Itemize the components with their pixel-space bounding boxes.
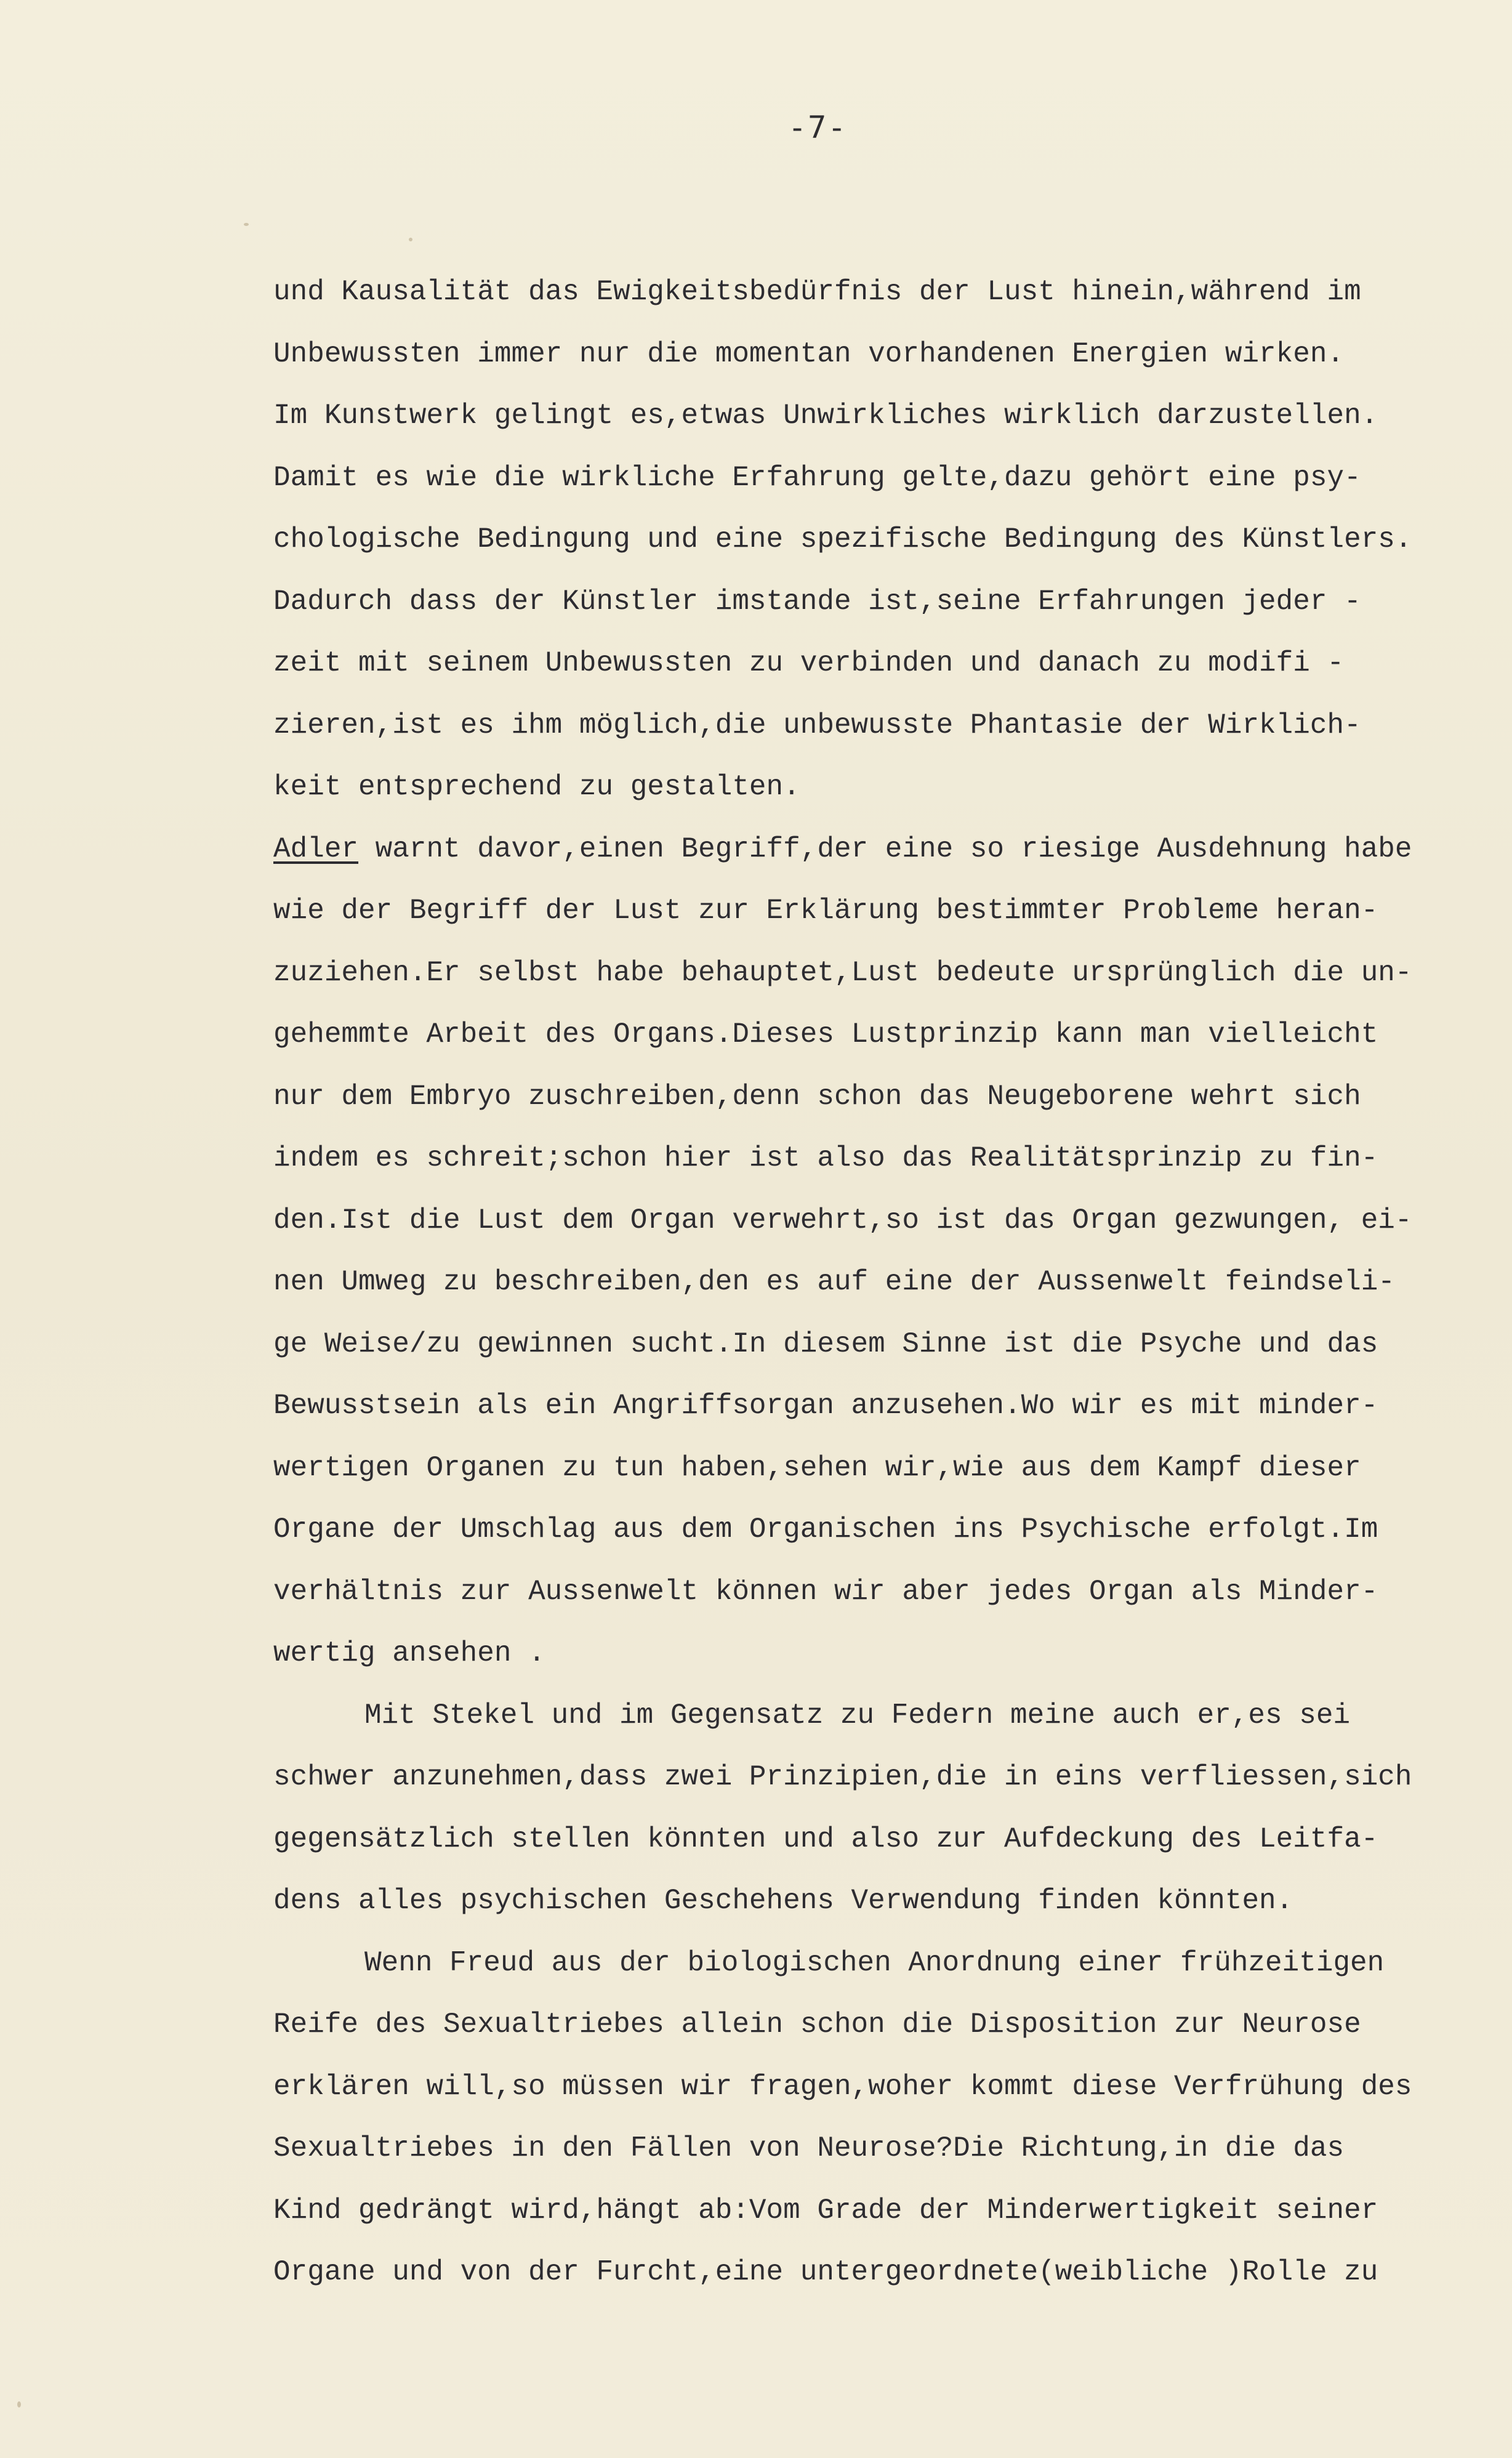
text-line-indented: Wenn Freud aus der biologischen Anordnung einer frühzeitigen bbox=[364, 1946, 1385, 1979]
text-line: verhältnis zur Aussenwelt können wir aber jedes Organ als Minder- bbox=[273, 1575, 1378, 1608]
page-number: -7- bbox=[788, 110, 848, 145]
text-line: zuziehen.Er selbst habe behauptet,Lust bedeute ursprünglich die un- bbox=[273, 956, 1412, 989]
paper-speck bbox=[409, 238, 412, 241]
typed-text-body bbox=[273, 261, 1498, 2303]
text-line: Dadurch dass der Künstler imstande ist,seine Erfahrungen jeder - bbox=[273, 585, 1361, 618]
text-line: wertigen Organen zu tun haben,sehen wir,wie aus dem Kampf dieser bbox=[273, 1451, 1361, 1484]
text-line: schwer anzunehmen,dass zwei Prinzipien,die in eins verfliessen,sich bbox=[273, 1761, 1412, 1793]
text-line: chologische Bedingung und eine spezifische Bedingung des Künstlers. bbox=[273, 523, 1412, 555]
text-line: Kind gedrängt wird,hängt ab:Vom Grade der Minderwertigkeit seiner bbox=[273, 2194, 1378, 2226]
text-line-rest: warnt davor,einen Begriff,der eine so riesige Ausdehnung habe bbox=[358, 832, 1412, 865]
text-line: und Kausalität das Ewigkeitsbedürfnis der Lust hinein,während im bbox=[273, 276, 1361, 308]
text-line: nen Umweg zu beschreiben,den es auf eine der Aussenwelt feindseli- bbox=[273, 1266, 1395, 1298]
paper-speck bbox=[17, 2401, 21, 2408]
text-line: gegensätzlich stellen könnten und also zur Aufdeckung des Leitfa- bbox=[273, 1823, 1378, 1855]
text-line-indented: Mit Stekel und im Gegensatz zu Federn meine auch er,es sei bbox=[364, 1699, 1351, 1731]
text-line: Sexualtriebes in den Fällen von Neurose?Die Richtung,in die das bbox=[273, 2132, 1345, 2164]
text-line: wie der Begriff der Lust zur Erklärung bestimmter Probleme heran- bbox=[273, 895, 1378, 927]
text-line: gehemmte Arbeit des Organs.Dieses Lustprinzip kann man vielleicht bbox=[273, 1018, 1378, 1050]
text-line: Im Kunstwerk gelingt es,etwas Unwirkliches wirklich darzustellen. bbox=[273, 400, 1378, 432]
text-line: indem es schreit;schon hier ist also das Realitätsprinzip zu fin- bbox=[273, 1142, 1378, 1174]
text-line: nur dem Embryo zuschreiben,denn schon das Neugeborene wehrt sich bbox=[273, 1080, 1361, 1113]
text-line: ge Weise/zu gewinnen sucht.In diesem Sinne ist die Psyche und das bbox=[273, 1328, 1378, 1360]
text-line bbox=[273, 818, 1498, 880]
text-line: wertig ansehen . bbox=[273, 1637, 545, 1669]
text-line: keit entsprechend zu gestalten. bbox=[273, 771, 800, 803]
text-line: zieren,ist es ihm möglich,die unbewusste Phantasie der Wirklich- bbox=[273, 709, 1361, 741]
paper-speck bbox=[244, 223, 249, 226]
text-line: erklären will,so müssen wir fragen,woher kommt diese Verfrühung des bbox=[273, 2070, 1412, 2103]
text-line: dens alles psychischen Geschehens Verwendung finden könnten. bbox=[273, 1885, 1293, 1917]
underlined-name: Adler bbox=[273, 832, 359, 865]
text-line: Unbewussten immer nur die momentan vorhandenen Energien wirken. bbox=[273, 337, 1345, 370]
text-line: Damit es wie die wirkliche Erfahrung gelte,dazu gehört eine psy- bbox=[273, 461, 1361, 494]
text-line: Bewusstsein als ein Angriffsorgan anzusehen.Wo wir es mit minder- bbox=[273, 1390, 1378, 1422]
text-line: den.Ist die Lust dem Organ verwehrt,so ist das Organ gezwungen, ei- bbox=[273, 1204, 1412, 1236]
text-line: Organe und von der Furcht,eine untergeordnete(weibliche )Rolle zu bbox=[273, 2256, 1378, 2288]
text-line: Organe der Umschlag aus dem Organischen ins Psychische erfolgt.Im bbox=[273, 1513, 1378, 1545]
text-line: zeit mit seinem Unbewussten zu verbinden und danach zu modifi - bbox=[273, 647, 1345, 679]
text-line: Reife des Sexualtriebes allein schon die Disposition zur Neurose bbox=[273, 2009, 1361, 2041]
